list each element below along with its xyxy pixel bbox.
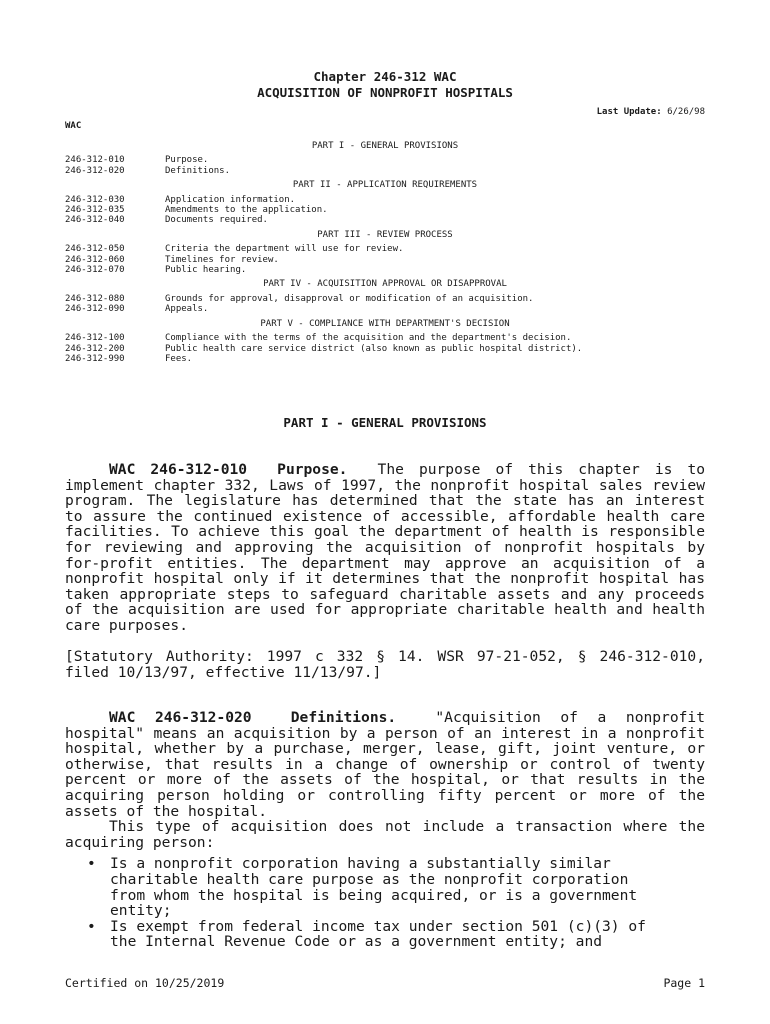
definitions-section	[65, 710, 705, 950]
last-update	[597, 107, 705, 117]
page-number: Page 1	[663, 976, 705, 990]
wac-label: WAC	[65, 121, 82, 131]
toc-entry-number: 246-312-030	[65, 194, 125, 205]
toc-entry-number: 246-312-080	[65, 293, 125, 304]
purpose-paragraph	[65, 462, 705, 634]
toc-entry-number: 246-312-070	[65, 265, 125, 276]
toc-entry-number: 246-312-990	[65, 353, 125, 364]
toc-entry[interactable]	[65, 166, 705, 176]
toc-group	[65, 333, 705, 364]
toc-part-heading: PART V - COMPLIANCE WITH DEPARTMENT'S DECISION	[260, 318, 510, 329]
last-update-label: Last Update:	[596, 107, 662, 117]
toc-entry-number: 246-312-020	[65, 165, 125, 176]
section-heading: PART I - GENERAL PROVISIONS	[283, 415, 487, 430]
toc-entry-description: Amendments to the application.	[165, 205, 328, 216]
purpose-section-title: Purpose.	[277, 461, 348, 478]
toc-entry-number: 246-312-060	[65, 254, 125, 265]
definitions-text: "Acquisition of a nonprofit hospital" means an acquisition by a person of an interest in a nonprofit hospital, whether by a purchase, merger, lease, gift, joint venture, or otherwise, that results in a change of ownership or control of twenty percent or more of the assets of the hospital, or that results in the acquiring person holding or controlling fifty percent or more of the assets of the hospital.	[65, 709, 705, 820]
purpose-section	[65, 462, 705, 634]
toc-group	[65, 244, 705, 275]
toc-entry-description: Definitions.	[165, 165, 231, 176]
toc-entry[interactable]	[65, 304, 705, 314]
list-item-text: Is a nonprofit corporation having a substantially similar charitable health care purpose as the nonprofit corporation from whom the hospital is being acquired, or is a government entity;	[110, 855, 638, 920]
toc-entry-description: Documents required.	[165, 215, 268, 226]
statutory-authority-text: [Statutory Authority: 1997 c 332 § 14. WSR 97-21-052, § 246-312-010, filed 10/13/97, effective 11/13/97.]	[65, 648, 705, 681]
table-of-contents	[65, 141, 705, 368]
chapter-subtitle: ACQUISITION OF NONPROFIT HOSPITALS	[257, 85, 513, 100]
toc-entry-number: 246-312-100	[65, 333, 125, 344]
certified-date: Certified on 10/25/2019	[65, 976, 225, 990]
toc-entry-number: 246-312-200	[65, 343, 125, 354]
toc-entry-description: Grounds for approval, disapproval or modification of an acquisition.	[165, 293, 534, 304]
list-item-text: Is exempt from federal income tax under section 501 (c)(3) of the Internal Revenue Code or as a government entity; and	[110, 917, 646, 951]
definitions-section-id: WAC 246-312-020	[109, 709, 252, 726]
definitions-paragraph	[65, 710, 705, 819]
toc-entry[interactable]	[65, 344, 705, 354]
toc-entry[interactable]	[65, 294, 705, 304]
statutory-authority	[65, 649, 705, 680]
toc-entry[interactable]	[65, 205, 705, 215]
toc-part-heading: PART I - GENERAL PROVISIONS	[311, 141, 459, 151]
toc-part-heading: PART IV - ACQUISITION APPROVAL OR DISAPPROVAL	[263, 279, 507, 290]
purpose-section-id: WAC 246-312-010	[109, 461, 248, 478]
toc-entry-number: 246-312-035	[65, 205, 125, 216]
toc-entry-number: 246-312-010	[65, 155, 125, 166]
toc-group	[65, 195, 705, 226]
toc-entry[interactable]	[65, 333, 705, 343]
definitions-section-title: Definitions.	[290, 709, 397, 726]
toc-entry-number: 246-312-050	[65, 244, 125, 255]
toc-entry-number: 246-312-040	[65, 215, 125, 226]
definitions-paragraph-2: This type of acquisition does not include a transaction where the acquiring person:	[65, 818, 705, 851]
toc-entry[interactable]	[65, 215, 705, 225]
toc-entry-number: 246-312-090	[65, 304, 125, 315]
toc-entry[interactable]	[65, 354, 705, 364]
bullet-icon: •	[87, 855, 96, 873]
toc-entry-description: Criteria the department will use for review.	[165, 244, 404, 255]
purpose-text: The purpose of this chapter is to implement chapter 332, Laws of 1997, the nonprofit hospital sales review program. The legislature has determined that the state has an interest to assure the continued existence of accessible, affordable health care facilities. To achieve this goal the department of health is responsible for reviewing and approving the acquisition of nonprofit hospitals by for-profit entities. The department may approve an acquisition of a nonprofit hospital only if it determines that the nonprofit hospital has taken appropriate steps to safeguard charitable assets and any proceeds of the acquisition are used for appropriate charitable health and health care purposes.	[65, 461, 706, 634]
bullet-icon: •	[87, 917, 96, 935]
toc-entry-description: Compliance with the terms of the acquisition and the department's decision.	[165, 333, 572, 344]
toc-group	[65, 294, 705, 315]
definitions-bullet-list	[65, 856, 705, 950]
toc-group	[65, 155, 705, 176]
toc-entry-description: Fees.	[165, 353, 193, 364]
last-update-value: 6/26/98	[667, 107, 705, 117]
toc-entry-description: Public hearing.	[165, 265, 247, 276]
toc-entry-description: Public health care service district (also known as public hospital district).	[165, 343, 583, 354]
toc-part-heading: PART III - REVIEW PROCESS	[317, 229, 453, 240]
toc-entry-description: Timelines for review.	[165, 254, 279, 265]
toc-entry-description: Purpose.	[165, 155, 209, 166]
toc-entry-description: Appeals.	[165, 304, 209, 315]
toc-entry[interactable]	[65, 195, 705, 205]
toc-entry[interactable]	[65, 244, 705, 254]
chapter-title: Chapter 246-312 WAC	[313, 69, 457, 84]
toc-entry[interactable]	[65, 155, 705, 165]
toc-entry[interactable]	[65, 265, 705, 275]
list-item	[65, 919, 705, 950]
toc-part-heading: PART II - APPLICATION REQUIREMENTS	[292, 180, 478, 191]
list-item	[65, 856, 705, 918]
toc-entry[interactable]	[65, 255, 705, 265]
toc-entry-description: Application information.	[165, 194, 296, 205]
